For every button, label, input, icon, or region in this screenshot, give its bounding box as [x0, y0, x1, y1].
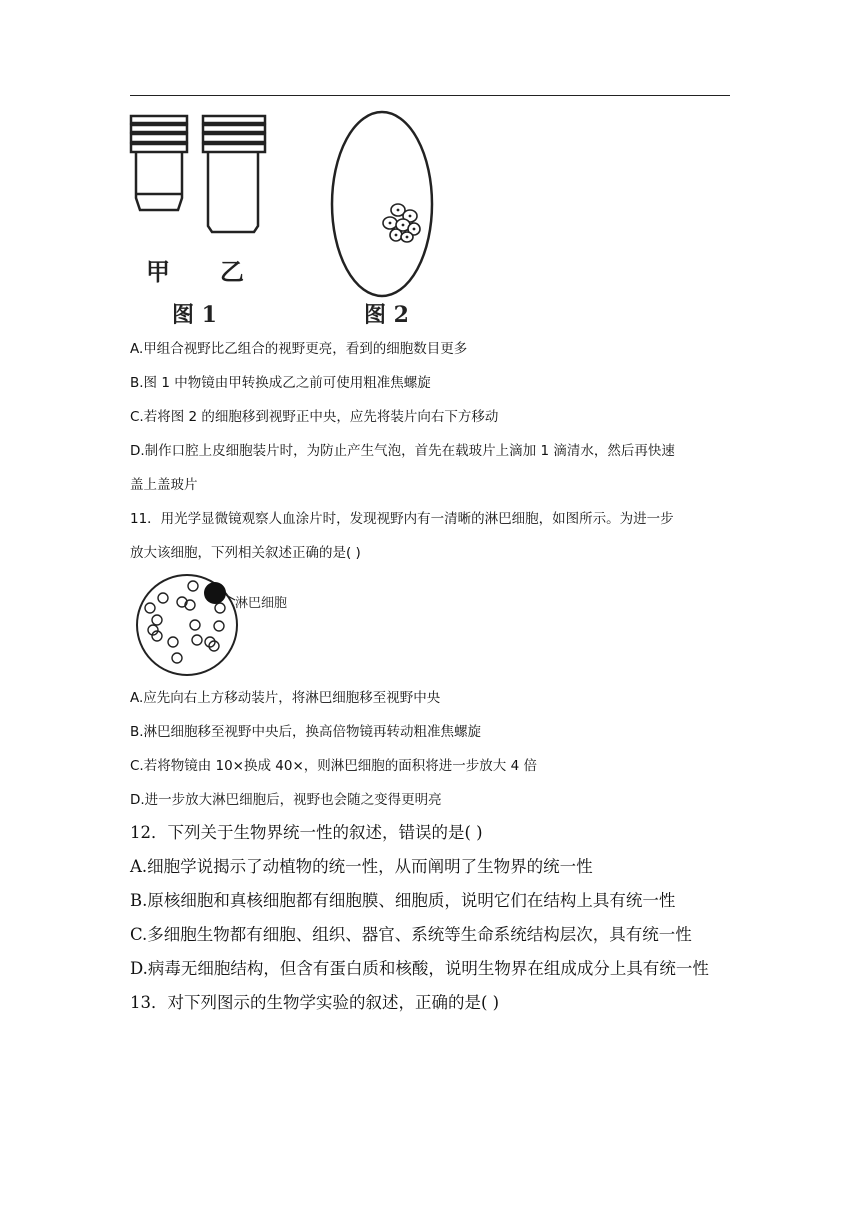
q13-stem: 13．对下列图示的生物学实验的叙述，正确的是( ) — [130, 993, 500, 1012]
q10-option-c: C.若将图 2 的细胞移到视野正中央，应先将装片向右下方移动 — [130, 409, 499, 425]
microscope-figure — [128, 108, 448, 333]
label-yi: 乙 — [220, 257, 244, 286]
caption-fig1: 图 1 — [172, 302, 217, 328]
q10-option-d-cont: 盖上盖玻片 — [130, 477, 198, 493]
lymphocyte-icon — [204, 582, 226, 604]
blood-smear-figure — [135, 570, 335, 682]
q11-stem-line1: 11．用光学显微镜观察人血涂片时，发现视野内有一清晰的淋巴细胞，如图所示。为进一步 — [130, 511, 674, 527]
caption-fig2: 图 2 — [364, 302, 409, 328]
q12-stem: 12．下列关于生物界统一性的叙述，错误的是( ) — [130, 823, 483, 842]
q11-option-d: D.进一步放大淋巴细胞后，视野也会随之变得更明亮 — [130, 792, 442, 808]
q12-option-b: B.原核细胞和真核细胞都有细胞膜、细胞质，说明它们在结构上具有统一性 — [130, 891, 676, 910]
objective-yi-icon — [203, 116, 265, 232]
q11-stem-line2: 放大该细胞，下列相关叙述正确的是( ) — [130, 545, 361, 561]
label-jia: 甲 — [146, 257, 170, 286]
field-of-view-icon — [332, 112, 432, 296]
q11-option-b: B.淋巴细胞移至视野中央后，换高倍物镜再转动粗准焦螺旋 — [130, 724, 482, 740]
q12-option-a: A.细胞学说揭示了动植物的统一性，从而阐明了生物界的统一性 — [130, 857, 593, 876]
q12-option-c: C.多细胞生物都有细胞、组织、器官、系统等生命系统结构层次，具有统一性 — [130, 925, 692, 944]
q11-option-a: A.应先向右上方移动装片，将淋巴细胞移至视野中央 — [130, 690, 441, 706]
q11-option-c: C.若将物镜由 10×换成 40×，则淋巴细胞的面积将进一步放大 4 倍 — [130, 758, 537, 774]
q10-option-b: B.图 1 中物镜由甲转换成乙之前可使用粗准焦螺旋 — [130, 375, 431, 391]
q10-option-a: A.甲组合视野比乙组合的视野更亮，看到的细胞数目更多 — [130, 341, 468, 357]
objective-jia-icon — [131, 116, 187, 210]
lymphocyte-label: 淋巴细胞 — [235, 596, 288, 611]
header-rule — [130, 95, 730, 96]
q10-option-d: D.制作口腔上皮细胞装片时，为防止产生气泡，首先在载玻片上滴加 1 滴清水，然后再快速 — [130, 443, 675, 459]
cell-cluster-icon — [383, 204, 420, 242]
q12-option-d: D.病毒无细胞结构，但含有蛋白质和核酸，说明生物界在组成成分上具有统一性 — [130, 959, 709, 978]
